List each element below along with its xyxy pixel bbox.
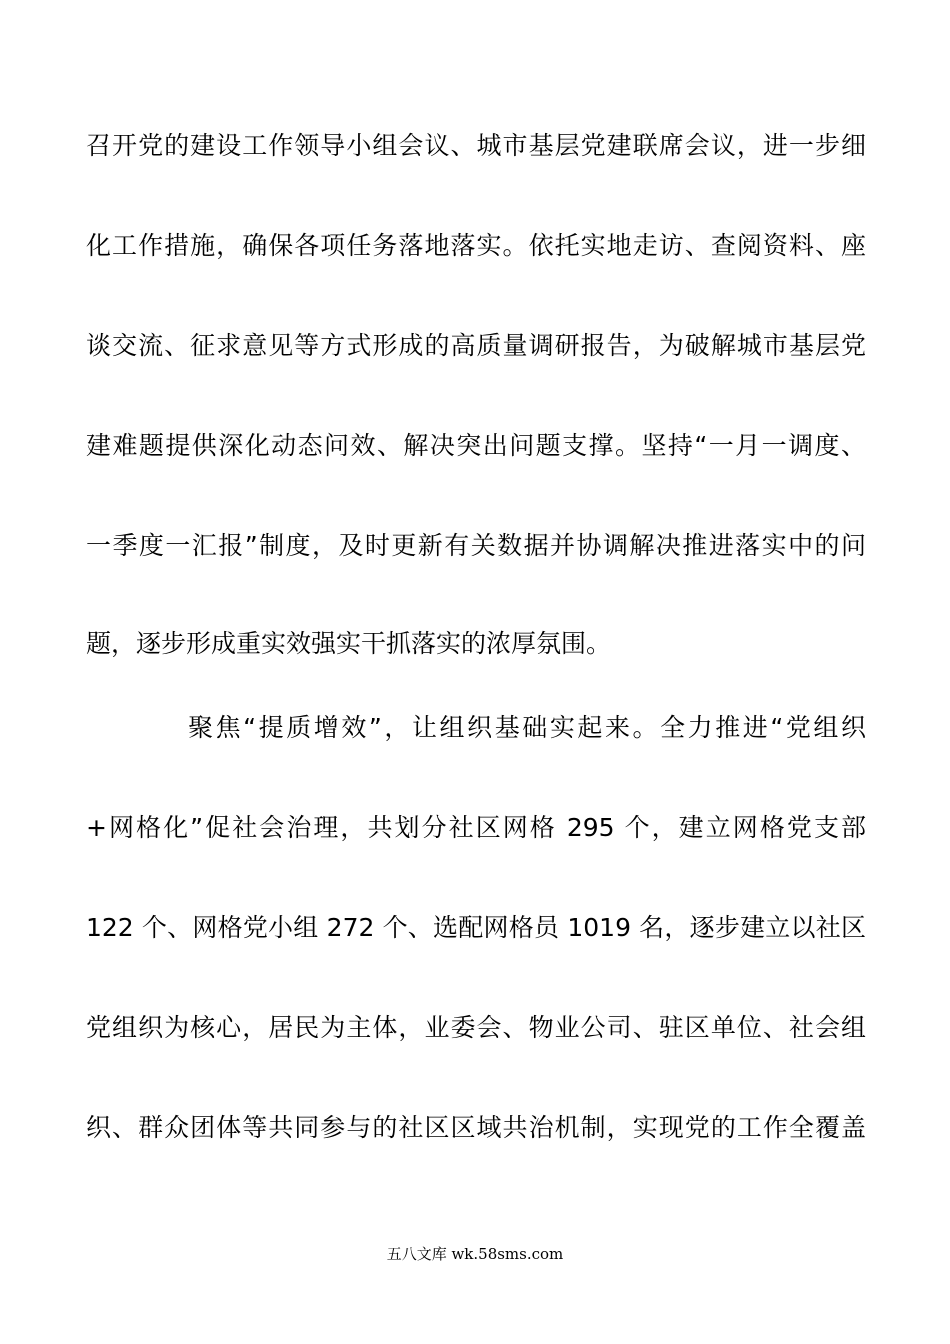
paragraph-line: 谈交流、征求意见等方式形成的高质量调研报告，为破解城市基层党: [86, 331, 866, 360]
paragraph-line: 化工作措施，确保各项任务落地落实。依托实地走访、查阅资料、座: [86, 231, 866, 260]
paragraph-line: 题，逐步形成重实效强实干抓落实的浓厚氛围。: [86, 629, 612, 658]
paragraph-line: 122 个、网格党小组 272 个、选配网格员 1019 名，逐步建立以社区: [86, 913, 866, 942]
paragraph-line: 建难题提供深化动态问效、解决突出问题支撑。坚持“一月一调度、: [86, 431, 866, 460]
paragraph-line: 召开党的建设工作领导小组会议、城市基层党建联席会议，进一步细: [86, 131, 866, 160]
paragraph-line: +网格化”促社会治理，共划分社区网格 295 个，建立网格党支部: [86, 813, 866, 842]
paragraph-line: 一季度一汇报”制度，及时更新有关数据并协调解决推进落实中的问: [86, 531, 866, 560]
page-footer: 五八文库 wk.58sms.com: [386, 1245, 564, 1263]
paragraph-line: 党组织为核心，居民为主体，业委会、物业公司、驻区单位、社会组: [86, 1013, 866, 1042]
paragraph-line: 织、群众团体等共同参与的社区区域共治机制，实现党的工作全覆盖: [86, 1113, 866, 1142]
paragraph-line-indented: 聚焦“提质增效”，让组织基础实起来。全力推进“党组织: [188, 713, 866, 742]
